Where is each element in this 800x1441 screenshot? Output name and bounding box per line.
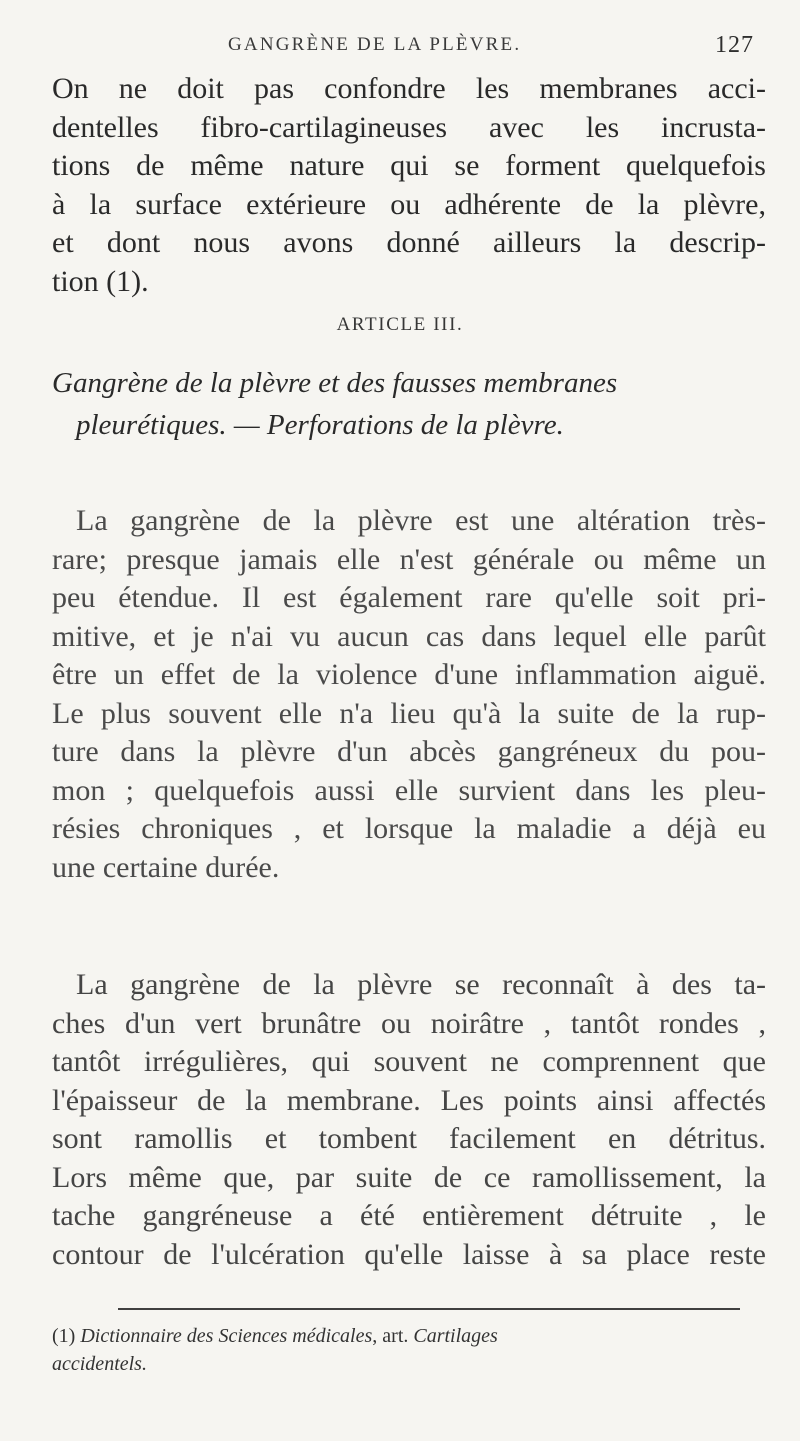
text-line: sont ramollis et tombent facilement en détritus. (52, 1122, 766, 1155)
text-line: La gangrène de la plèvre se reconnaît à des ta- (76, 968, 766, 1001)
text-line: Le plus souvent elle n'a lieu qu'à la suite de la rup- (52, 696, 766, 730)
subtitle-line: Gangrène de la plèvre et des fausses membranes (52, 367, 618, 399)
text-line: tache gangréneuse a été entièrement détruite , le (52, 1199, 766, 1232)
footnote-middle: , art. (372, 1325, 409, 1347)
footnote-term-continued: accidentels. (52, 1353, 147, 1375)
text-line: On ne doit pas confondre les membranes acci- (52, 72, 766, 105)
text-line: tantôt irrégulières, qui souvent ne comprennent que (52, 1045, 766, 1078)
text-line: peu étendue. Il est également rare qu'elle soit pri- (52, 581, 766, 614)
text-line: tions de même nature qui se forment quelquefois (52, 149, 766, 182)
footnote-rule (118, 1308, 740, 1310)
text-line: être un effet de la violence d'une inflammation aiguë. (52, 658, 766, 691)
text-line: l'épaisseur de la membrane. Les points ainsi affectés (52, 1083, 766, 1117)
text-line: La gangrène de la plèvre est une altération très- (76, 504, 766, 537)
text-line: ture dans la plèvre d'un abcès gangréneux du pou- (52, 735, 766, 768)
text-line: résies chroniques , et lorsque la maladie a déjà eu (52, 812, 766, 845)
text-line: dentelles fibro-cartilagineuses avec les incrusta- (52, 110, 766, 144)
intro-paragraph (52, 70, 766, 301)
running-head (0, 34, 800, 64)
footnote-title: Dictionnaire des Sciences médicales (80, 1325, 373, 1347)
section-subtitle (52, 362, 762, 446)
text-line: Lors même que, par suite de ce ramollissement, la (52, 1160, 766, 1194)
paragraph-2 (52, 966, 766, 1274)
text-line: ches d'un vert brunâtre ou noirâtre , tantôt rondes , (52, 1006, 766, 1040)
page-number: 127 (715, 32, 754, 58)
running-title: GANGRÈNE DE LA PLÈVRE. (228, 34, 522, 55)
subtitle-line: pleurétiques. — Perforations de la plèvre. (76, 409, 564, 441)
text-line: contour de l'ulcération qu'elle laisse à sa place reste (52, 1237, 766, 1271)
footnote-line (52, 1322, 772, 1350)
text-line: tion (1). (52, 264, 149, 298)
footnote (52, 1322, 772, 1378)
footnote-term: Cartilages (413, 1325, 498, 1347)
paragraph-1 (52, 502, 766, 887)
article-heading: ARTICLE III. (336, 314, 464, 335)
text-line: à la surface extérieure ou adhérente de la plèvre, (52, 187, 766, 221)
text-line: mitive, et je n'ai vu aucun cas dans lequel elle parût (52, 619, 766, 653)
text-line: rare; presque jamais elle n'est générale ou même un (52, 542, 766, 576)
text-line: une certaine durée. (52, 850, 280, 884)
text-line: mon ; quelquefois aussi elle survient dans les pleu- (52, 773, 766, 807)
text-line: et dont nous avons donné ailleurs la descrip- (52, 226, 766, 259)
footnote-marker: (1) (52, 1325, 76, 1347)
